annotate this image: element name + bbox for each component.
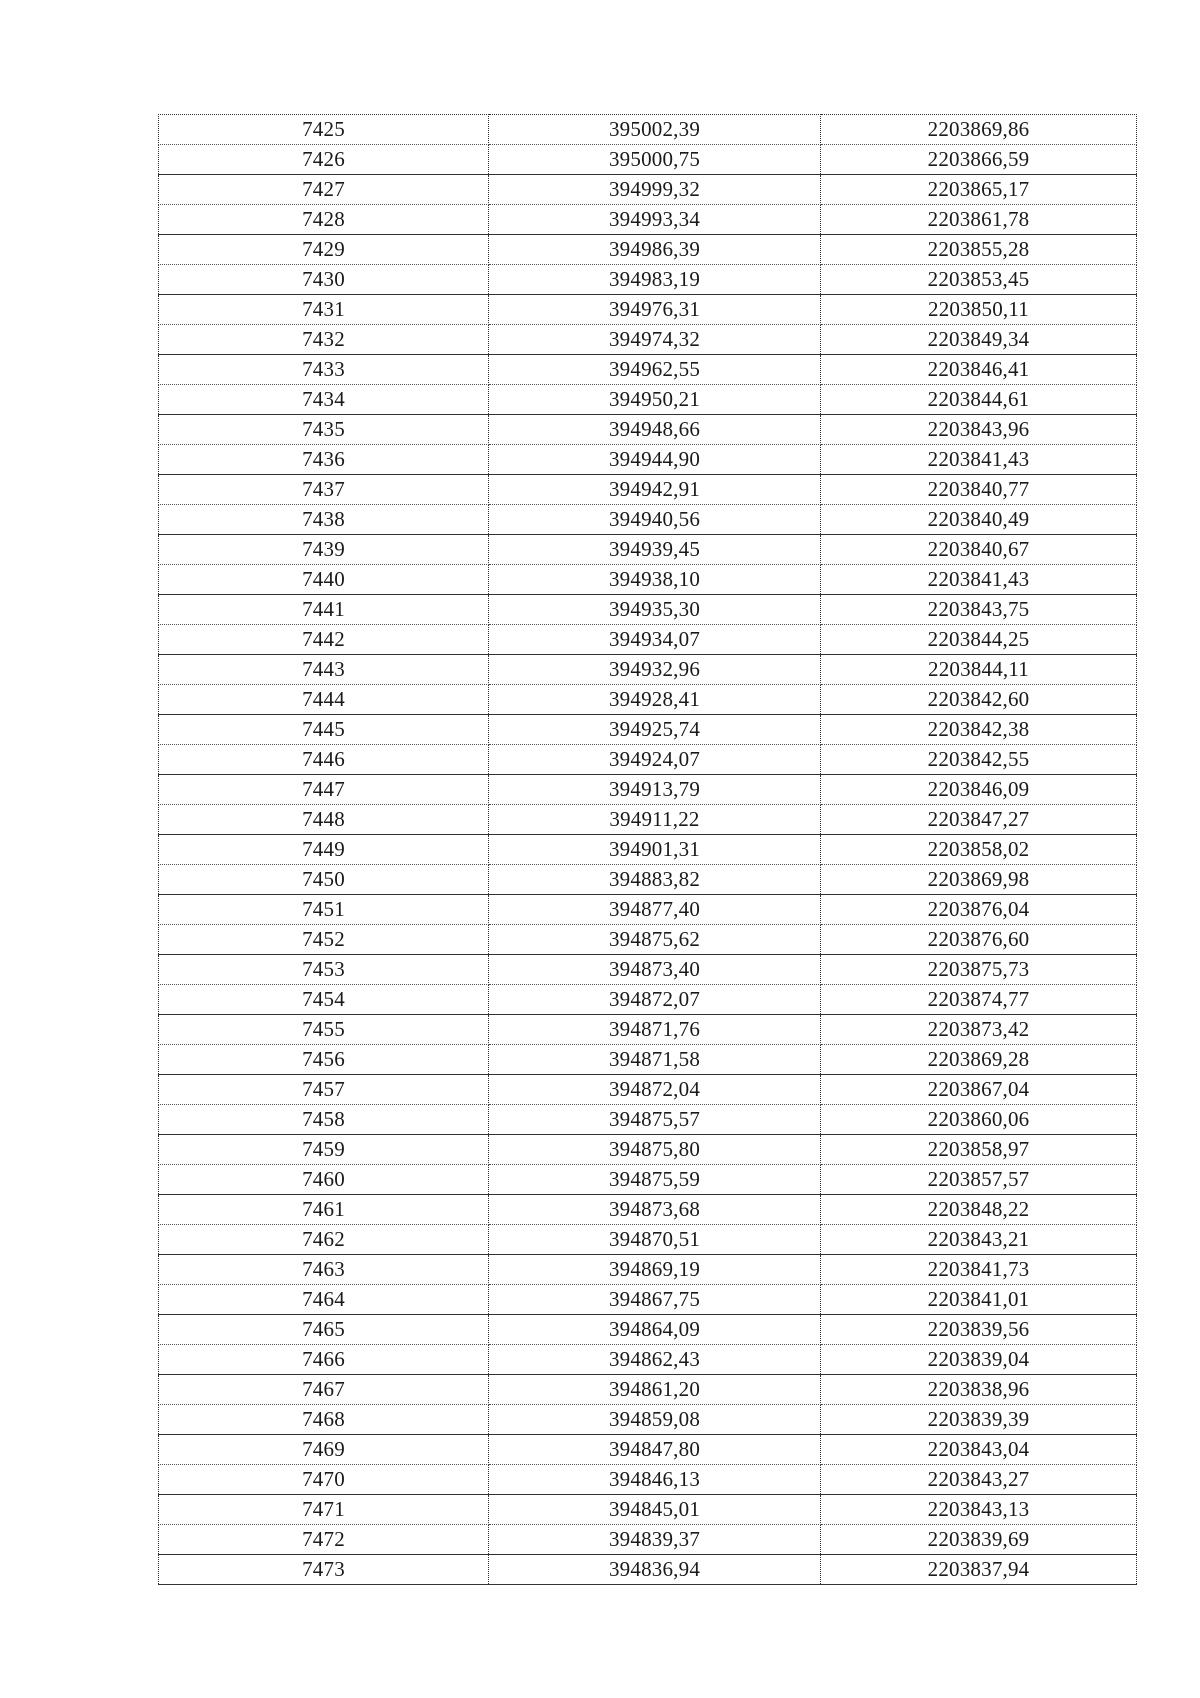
table-row — [159, 835, 1137, 865]
table-row — [159, 1045, 1137, 1075]
y-coordinate-cell: 2203839,39 — [821, 1405, 1137, 1435]
y-coordinate-cell: 2203839,56 — [821, 1315, 1137, 1345]
point-number-cell: 7453 — [159, 955, 489, 985]
x-coordinate-cell: 394862,43 — [489, 1345, 821, 1375]
table-row — [159, 1375, 1137, 1405]
point-number-cell: 7430 — [159, 265, 489, 295]
point-number-cell: 7455 — [159, 1015, 489, 1045]
x-coordinate-cell: 394944,90 — [489, 445, 821, 475]
y-coordinate-cell: 2203858,97 — [821, 1135, 1137, 1165]
table-row — [159, 595, 1137, 625]
y-coordinate-cell: 2203869,86 — [821, 115, 1137, 145]
y-coordinate-cell: 2203855,28 — [821, 235, 1137, 265]
x-coordinate-cell: 395002,39 — [489, 115, 821, 145]
y-coordinate-cell: 2203849,34 — [821, 325, 1137, 355]
x-coordinate-cell: 394836,94 — [489, 1555, 821, 1585]
table-row — [159, 865, 1137, 895]
x-coordinate-cell: 395000,75 — [489, 145, 821, 175]
y-coordinate-cell: 2203869,98 — [821, 865, 1137, 895]
point-number-cell: 7473 — [159, 1555, 489, 1585]
table-row — [159, 175, 1137, 205]
y-coordinate-cell: 2203873,42 — [821, 1015, 1137, 1045]
table-row — [159, 1405, 1137, 1435]
point-number-cell: 7438 — [159, 505, 489, 535]
y-coordinate-cell: 2203843,21 — [821, 1225, 1137, 1255]
table-row — [159, 1465, 1137, 1495]
point-number-cell: 7460 — [159, 1165, 489, 1195]
table-row — [159, 265, 1137, 295]
point-number-cell: 7448 — [159, 805, 489, 835]
x-coordinate-cell: 394870,51 — [489, 1225, 821, 1255]
table-row — [159, 1225, 1137, 1255]
point-number-cell: 7472 — [159, 1525, 489, 1555]
point-number-cell: 7443 — [159, 655, 489, 685]
y-coordinate-cell: 2203843,04 — [821, 1435, 1137, 1465]
x-coordinate-cell: 394986,39 — [489, 235, 821, 265]
table-row — [159, 1495, 1137, 1525]
y-coordinate-cell: 2203861,78 — [821, 205, 1137, 235]
y-coordinate-cell: 2203860,06 — [821, 1105, 1137, 1135]
y-coordinate-cell: 2203858,02 — [821, 835, 1137, 865]
x-coordinate-cell: 394871,76 — [489, 1015, 821, 1045]
point-number-cell: 7432 — [159, 325, 489, 355]
y-coordinate-cell: 2203853,45 — [821, 265, 1137, 295]
table-row — [159, 715, 1137, 745]
x-coordinate-cell: 394935,30 — [489, 595, 821, 625]
point-number-cell: 7429 — [159, 235, 489, 265]
table-row — [159, 475, 1137, 505]
y-coordinate-cell: 2203842,55 — [821, 745, 1137, 775]
y-coordinate-cell: 2203876,60 — [821, 925, 1137, 955]
point-number-cell: 7437 — [159, 475, 489, 505]
table-row — [159, 115, 1137, 145]
y-coordinate-cell: 2203866,59 — [821, 145, 1137, 175]
y-coordinate-cell: 2203840,49 — [821, 505, 1137, 535]
point-number-cell: 7426 — [159, 145, 489, 175]
x-coordinate-cell: 394845,01 — [489, 1495, 821, 1525]
table-row — [159, 295, 1137, 325]
x-coordinate-cell: 394861,20 — [489, 1375, 821, 1405]
point-number-cell: 7450 — [159, 865, 489, 895]
table-row — [159, 385, 1137, 415]
table-row — [159, 1165, 1137, 1195]
point-number-cell: 7465 — [159, 1315, 489, 1345]
point-number-cell: 7461 — [159, 1195, 489, 1225]
coordinates-table — [158, 114, 1137, 1585]
y-coordinate-cell: 2203842,60 — [821, 685, 1137, 715]
y-coordinate-cell: 2203846,09 — [821, 775, 1137, 805]
y-coordinate-cell: 2203841,01 — [821, 1285, 1137, 1315]
x-coordinate-cell: 394948,66 — [489, 415, 821, 445]
point-number-cell: 7441 — [159, 595, 489, 625]
x-coordinate-cell: 394846,13 — [489, 1465, 821, 1495]
y-coordinate-cell: 2203843,13 — [821, 1495, 1137, 1525]
x-coordinate-cell: 394976,31 — [489, 295, 821, 325]
y-coordinate-cell: 2203838,96 — [821, 1375, 1137, 1405]
point-number-cell: 7439 — [159, 535, 489, 565]
y-coordinate-cell: 2203847,27 — [821, 805, 1137, 835]
x-coordinate-cell: 394875,62 — [489, 925, 821, 955]
x-coordinate-cell: 394839,37 — [489, 1525, 821, 1555]
y-coordinate-cell: 2203867,04 — [821, 1075, 1137, 1105]
table-row — [159, 805, 1137, 835]
table-row — [159, 415, 1137, 445]
x-coordinate-cell: 394999,32 — [489, 175, 821, 205]
y-coordinate-cell: 2203843,27 — [821, 1465, 1137, 1495]
point-number-cell: 7464 — [159, 1285, 489, 1315]
table-row — [159, 505, 1137, 535]
y-coordinate-cell: 2203865,17 — [821, 175, 1137, 205]
y-coordinate-cell: 2203842,38 — [821, 715, 1137, 745]
y-coordinate-cell: 2203875,73 — [821, 955, 1137, 985]
x-coordinate-cell: 394928,41 — [489, 685, 821, 715]
table-row — [159, 1195, 1137, 1225]
table-row — [159, 925, 1137, 955]
point-number-cell: 7462 — [159, 1225, 489, 1255]
table-row — [159, 355, 1137, 385]
y-coordinate-cell: 2203844,25 — [821, 625, 1137, 655]
x-coordinate-cell: 394867,75 — [489, 1285, 821, 1315]
point-number-cell: 7447 — [159, 775, 489, 805]
table-row — [159, 565, 1137, 595]
x-coordinate-cell: 394950,21 — [489, 385, 821, 415]
y-coordinate-cell: 2203848,22 — [821, 1195, 1137, 1225]
point-number-cell: 7433 — [159, 355, 489, 385]
x-coordinate-cell: 394875,59 — [489, 1165, 821, 1195]
x-coordinate-cell: 394864,09 — [489, 1315, 821, 1345]
point-number-cell: 7466 — [159, 1345, 489, 1375]
table-row — [159, 1435, 1137, 1465]
point-number-cell: 7446 — [159, 745, 489, 775]
x-coordinate-cell: 394932,96 — [489, 655, 821, 685]
table-row — [159, 235, 1137, 265]
y-coordinate-cell: 2203841,43 — [821, 445, 1137, 475]
point-number-cell: 7435 — [159, 415, 489, 445]
point-number-cell: 7427 — [159, 175, 489, 205]
table-row — [159, 1555, 1137, 1585]
x-coordinate-cell: 394940,56 — [489, 505, 821, 535]
table-row — [159, 1135, 1137, 1165]
x-coordinate-cell: 394911,22 — [489, 805, 821, 835]
table-row — [159, 1105, 1137, 1135]
y-coordinate-cell: 2203850,11 — [821, 295, 1137, 325]
point-number-cell: 7454 — [159, 985, 489, 1015]
y-coordinate-cell: 2203840,77 — [821, 475, 1137, 505]
point-number-cell: 7436 — [159, 445, 489, 475]
table-row — [159, 1075, 1137, 1105]
point-number-cell: 7470 — [159, 1465, 489, 1495]
y-coordinate-cell: 2203876,04 — [821, 895, 1137, 925]
table-row — [159, 985, 1137, 1015]
y-coordinate-cell: 2203857,57 — [821, 1165, 1137, 1195]
x-coordinate-cell: 394859,08 — [489, 1405, 821, 1435]
point-number-cell: 7434 — [159, 385, 489, 415]
x-coordinate-cell: 394872,07 — [489, 985, 821, 1015]
x-coordinate-cell: 394875,57 — [489, 1105, 821, 1135]
y-coordinate-cell: 2203841,73 — [821, 1255, 1137, 1285]
x-coordinate-cell: 394993,34 — [489, 205, 821, 235]
x-coordinate-cell: 394942,91 — [489, 475, 821, 505]
point-number-cell: 7463 — [159, 1255, 489, 1285]
x-coordinate-cell: 394925,74 — [489, 715, 821, 745]
point-number-cell: 7428 — [159, 205, 489, 235]
point-number-cell: 7440 — [159, 565, 489, 595]
x-coordinate-cell: 394913,79 — [489, 775, 821, 805]
y-coordinate-cell: 2203844,61 — [821, 385, 1137, 415]
table-row — [159, 535, 1137, 565]
table-row — [159, 775, 1137, 805]
point-number-cell: 7445 — [159, 715, 489, 745]
y-coordinate-cell: 2203843,75 — [821, 595, 1137, 625]
x-coordinate-cell: 394939,45 — [489, 535, 821, 565]
point-number-cell: 7449 — [159, 835, 489, 865]
y-coordinate-cell: 2203843,96 — [821, 415, 1137, 445]
x-coordinate-cell: 394869,19 — [489, 1255, 821, 1285]
table-row — [159, 445, 1137, 475]
table-row — [159, 1015, 1137, 1045]
x-coordinate-cell: 394983,19 — [489, 265, 821, 295]
x-coordinate-cell: 394934,07 — [489, 625, 821, 655]
x-coordinate-cell: 394938,10 — [489, 565, 821, 595]
x-coordinate-cell: 394877,40 — [489, 895, 821, 925]
table-row — [159, 625, 1137, 655]
y-coordinate-cell: 2203841,43 — [821, 565, 1137, 595]
x-coordinate-cell: 394883,82 — [489, 865, 821, 895]
point-number-cell: 7451 — [159, 895, 489, 925]
table-row — [159, 1285, 1137, 1315]
point-number-cell: 7442 — [159, 625, 489, 655]
point-number-cell: 7458 — [159, 1105, 489, 1135]
point-number-cell: 7459 — [159, 1135, 489, 1165]
table-row — [159, 1525, 1137, 1555]
table-row — [159, 145, 1137, 175]
point-number-cell: 7431 — [159, 295, 489, 325]
x-coordinate-cell: 394873,40 — [489, 955, 821, 985]
table-row — [159, 895, 1137, 925]
y-coordinate-cell: 2203837,94 — [821, 1555, 1137, 1585]
x-coordinate-cell: 394901,31 — [489, 835, 821, 865]
coordinates-table-body — [159, 115, 1137, 1585]
x-coordinate-cell: 394873,68 — [489, 1195, 821, 1225]
y-coordinate-cell: 2203840,67 — [821, 535, 1137, 565]
point-number-cell: 7425 — [159, 115, 489, 145]
table-row — [159, 1315, 1137, 1345]
x-coordinate-cell: 394974,32 — [489, 325, 821, 355]
point-number-cell: 7444 — [159, 685, 489, 715]
y-coordinate-cell: 2203839,04 — [821, 1345, 1137, 1375]
table-row — [159, 1255, 1137, 1285]
table-row — [159, 955, 1137, 985]
point-number-cell: 7471 — [159, 1495, 489, 1525]
table-row — [159, 655, 1137, 685]
y-coordinate-cell: 2203844,11 — [821, 655, 1137, 685]
x-coordinate-cell: 394924,07 — [489, 745, 821, 775]
point-number-cell: 7456 — [159, 1045, 489, 1075]
table-row — [159, 685, 1137, 715]
point-number-cell: 7452 — [159, 925, 489, 955]
table-row — [159, 205, 1137, 235]
x-coordinate-cell: 394875,80 — [489, 1135, 821, 1165]
point-number-cell: 7467 — [159, 1375, 489, 1405]
y-coordinate-cell: 2203869,28 — [821, 1045, 1137, 1075]
point-number-cell: 7457 — [159, 1075, 489, 1105]
y-coordinate-cell: 2203839,69 — [821, 1525, 1137, 1555]
point-number-cell: 7469 — [159, 1435, 489, 1465]
x-coordinate-cell: 394962,55 — [489, 355, 821, 385]
x-coordinate-cell: 394871,58 — [489, 1045, 821, 1075]
table-row — [159, 325, 1137, 355]
table-row — [159, 1345, 1137, 1375]
table-row — [159, 745, 1137, 775]
x-coordinate-cell: 394847,80 — [489, 1435, 821, 1465]
point-number-cell: 7468 — [159, 1405, 489, 1435]
y-coordinate-cell: 2203874,77 — [821, 985, 1137, 1015]
y-coordinate-cell: 2203846,41 — [821, 355, 1137, 385]
x-coordinate-cell: 394872,04 — [489, 1075, 821, 1105]
